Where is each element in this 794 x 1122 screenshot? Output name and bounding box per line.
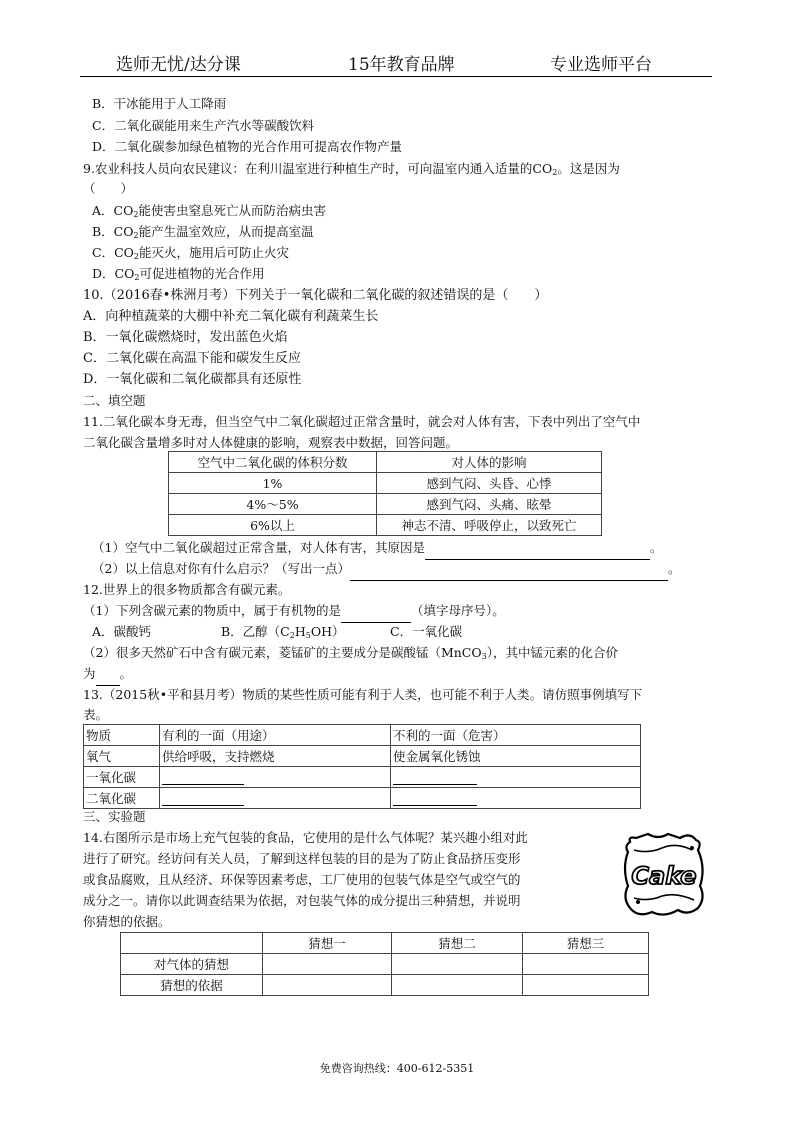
section-fill-in: 二、填空题 [83, 393, 146, 408]
table-cell: 神志不清、呼吸停止，以致死亡 [377, 515, 602, 536]
cake-bag-icon [618, 828, 710, 920]
answer-blank[interactable] [162, 793, 244, 806]
answer-cell[interactable] [263, 975, 392, 996]
table-cell: 对气体的猜想 [121, 954, 263, 975]
q11-part2: （2）以上信息对你有什么启示？（写出一点） 。 [92, 560, 680, 581]
q11-part1: （1）空气中二氧化碳超过正常含量，对人体有害，其原因是 。 [92, 539, 662, 560]
answer-blank[interactable] [425, 541, 650, 560]
answer-blank[interactable] [393, 793, 477, 806]
q8-option-c: C．二氧化碳能用来生产汽水等碳酸饮料 [92, 118, 315, 133]
table-row [169, 494, 602, 515]
q8-option-d: D．二氧化碳参加绿色植物的光合作用可提高农作物产量 [92, 139, 403, 154]
table-header-cell: 对人体的影响 [377, 452, 602, 473]
q9-answer-paren: （ ） [83, 181, 134, 196]
cake-label: Cake [631, 862, 697, 890]
table-header-cell: 物质 [84, 725, 160, 746]
q10-option-d: D．一氧化碳和二氧化碳都具有还原性 [83, 372, 302, 387]
q10-option-b: B．一氧化碳燃烧时，发出蓝色火焰 [83, 330, 288, 345]
answer-cell[interactable] [160, 767, 391, 788]
q12-part2-line2: 为 。 [83, 665, 132, 686]
table-cell: 猜想的依据 [121, 975, 263, 996]
q14-stem-line1: 14.右图所示是市场上充气包装的食品，它使用的是什么气体呢？某兴趣小组对此 [83, 830, 528, 845]
q9-option-a: A．$CO_2$能使害虫窒息死亡从而防治病虫害 [92, 203, 326, 219]
table-header-cell: 猜想二 [392, 933, 523, 954]
section-experiment: 三、实验题 [83, 809, 146, 824]
table-row [84, 746, 641, 767]
q13-stem-line2: 表。 [83, 707, 109, 722]
table-header-cell: 猜想三 [523, 933, 649, 954]
answer-blank[interactable] [350, 562, 668, 581]
header-left: 选师无忧/达分课 [116, 55, 241, 75]
answer-cell[interactable] [160, 788, 391, 809]
q14-stem-line3: 或食品腐败，且从经济、环保等因素考虑，工厂使用的包装气体是空气或空气的 [83, 872, 521, 887]
table-cell: 氧气 [84, 746, 160, 767]
table-cell: 供给呼吸，支持燃烧 [160, 746, 391, 767]
q12-option-c: C．一氧化碳 [390, 624, 463, 639]
table-header-row [121, 933, 649, 954]
table-header-cell: 空气中二氧化碳的体积分数 [169, 452, 377, 473]
table-header-row [169, 452, 602, 473]
answer-blank[interactable] [162, 772, 244, 785]
answer-cell[interactable] [523, 975, 649, 996]
q14-stem-line5: 你猜想的依据。 [83, 914, 171, 929]
answer-cell[interactable] [392, 975, 523, 996]
gas-guess-table [120, 932, 649, 996]
answer-cell[interactable] [263, 954, 392, 975]
table-cell: 1% [169, 473, 377, 494]
q10-option-a: A．向种植蔬菜的大棚中补充二氧化碳有利蔬菜生长 [83, 309, 379, 324]
q13-stem-line1: 13.（2015秋•平和县月考）物质的某些性质可能有利于人类，也可能不利于人类。请仿照事例填写下 [83, 687, 643, 702]
q10-stem: 10.（2016春•株洲月考）下列关于一氧化碳和二氧化碳的叙述错误的是（ ） [83, 288, 548, 303]
q14-stem-line2: 进行了研究。经访问有关人员，了解到这样包装的目的是为了防止食品挤压变形 [83, 851, 521, 866]
q12-option-b: B．乙醇$(C_2H_5OH)$ [221, 624, 345, 640]
table-cell: 二氧化碳 [84, 788, 160, 809]
table-cell: 使金属氧化锈蚀 [391, 746, 641, 767]
q12-part1: （1）下列含碳元素的物质中，属于有机物的是 （填字母序号）。 [83, 602, 505, 623]
answer-cell[interactable] [391, 767, 641, 788]
answer-blank[interactable] [96, 667, 120, 686]
q9-stem: 9.农业科技人员向农民建议：在利川温室进行种植生产时，可向温室内通入适量的$CO_2$。这是因为 [83, 161, 620, 177]
answer-blank[interactable] [393, 772, 477, 785]
q9-option-c: C．$CO_2$能灭火，施用后可防止火灾 [92, 245, 289, 261]
page-header [80, 48, 712, 77]
table-cell: 感到气闷、头痛、眩晕 [377, 494, 602, 515]
table-row [169, 515, 602, 536]
header-center: 15年教育品牌 [348, 55, 455, 75]
table-row [169, 473, 602, 494]
q10-option-c: C．二氧化碳在高温下能和碳发生反应 [83, 351, 301, 366]
table-header-cell: 不利的一面（危害） [391, 725, 641, 746]
table-header-row [84, 725, 641, 746]
q14-stem-line4: 成分之一。请你以此调查结果为依据，对包装气体的成分提出三种猜想，并说明 [83, 893, 521, 908]
q12-stem: 12.世界上的很多物质都含有碳元素。 [83, 582, 291, 597]
table-cell: 4%～5% [169, 494, 377, 515]
answer-cell[interactable] [392, 954, 523, 975]
q9-option-b: B．$CO_2$能产生温室效应，从而提高室温 [92, 224, 314, 240]
substance-property-table [83, 724, 641, 809]
table-header-cell: 猜想一 [263, 933, 392, 954]
table-cell: 一氧化碳 [84, 767, 160, 788]
answer-cell[interactable] [523, 954, 649, 975]
table-row [84, 788, 641, 809]
table-cell: 感到气闷、头昏、心悸 [377, 473, 602, 494]
table-cell: 6%以上 [169, 515, 377, 536]
table-row [121, 975, 649, 996]
q11-stem-line2: 二氧化碳含量增多时对人体健康的影响，观察表中数据，回答问题。 [83, 435, 459, 450]
co2-effects-table [168, 451, 602, 536]
table-header-cell: 有利的一面（用途） [160, 725, 391, 746]
answer-blank[interactable] [341, 604, 411, 623]
table-row [121, 954, 649, 975]
q11-stem-line1: 11.二氧化碳本身无毒，但当空气中二氧化碳超过正常含量时，就会对人体有害，下表中列出了空气中 [83, 414, 641, 429]
answer-cell[interactable] [391, 788, 641, 809]
header-right: 专业选师平台 [550, 55, 652, 75]
q8-option-b: B．干冰能用于人工降雨 [92, 96, 227, 111]
table-row [84, 767, 641, 788]
q9-option-d: D．$CO_2$可促进植物的光合作用 [92, 266, 265, 282]
q12-part2: （2）很多天然矿石中含有碳元素，菱锰矿的主要成分是碳酸锰（MnCO$_3$），其中锰元素的化合价 [83, 645, 618, 661]
table-header-cell [121, 933, 263, 954]
footer-hotline: 免费咨询热线：400-612-5351 [319, 1062, 475, 1075]
q12-option-a: A．碳酸钙 [92, 624, 152, 639]
